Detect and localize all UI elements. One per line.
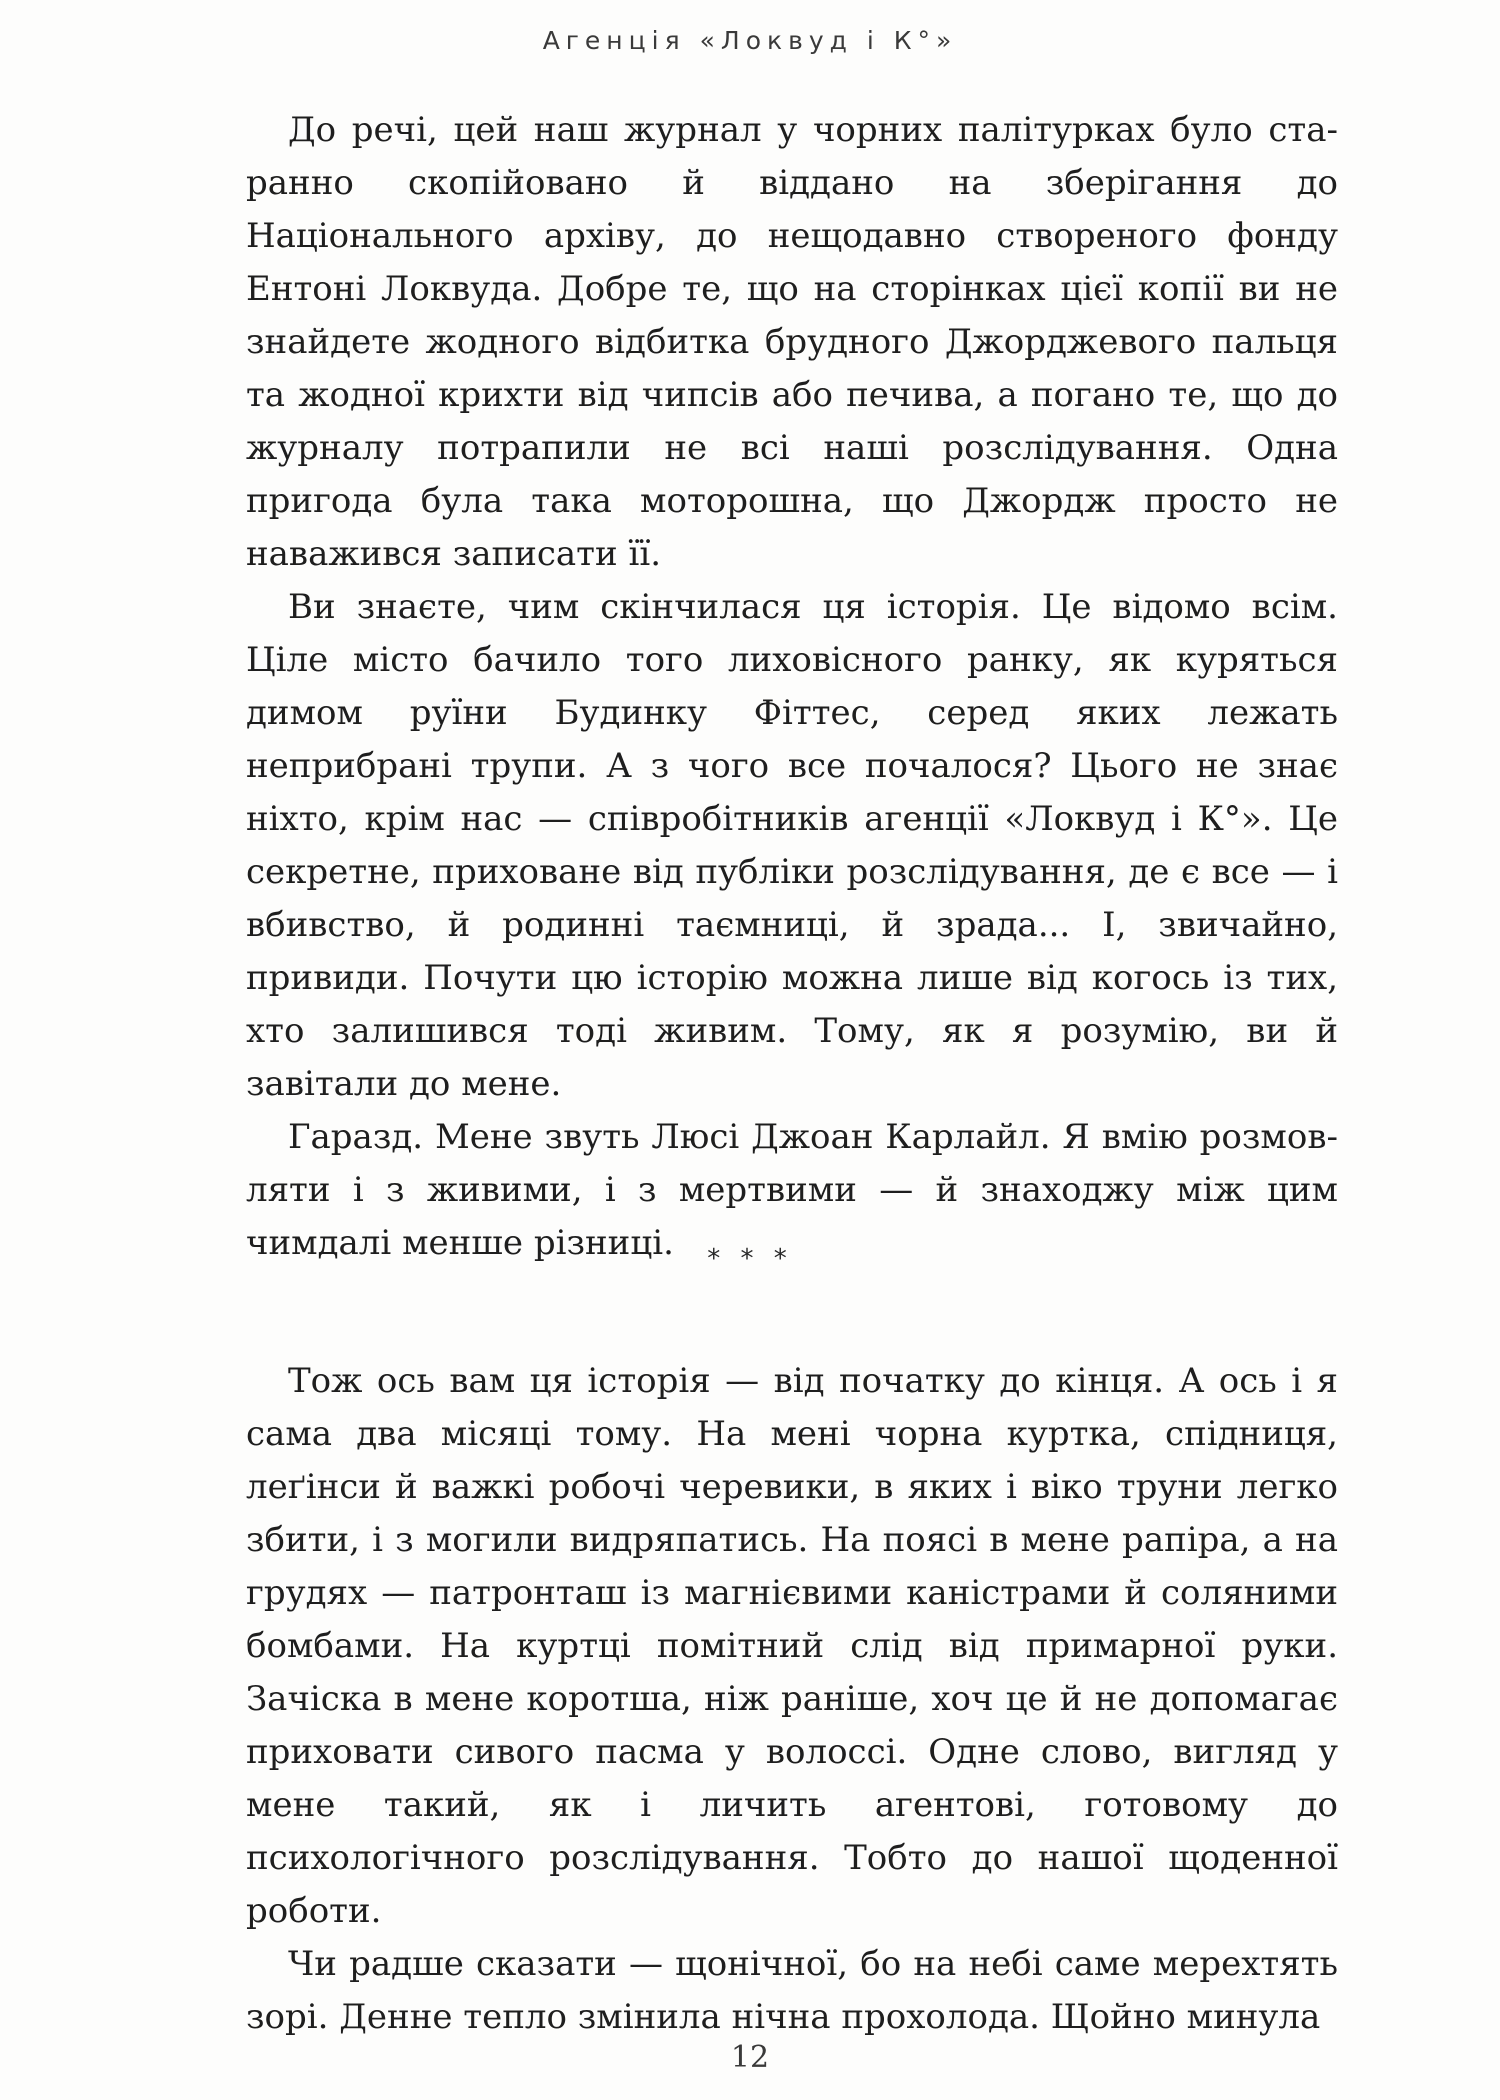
paragraph: Ви знаєте, чим скінчилася ця історія. Це відомо всім. Ціле місто бачило того лиховісного ранку, як куряться димом руїни Будинку Фіттес, серед яких лежать неприбрані трупи. А з чого все почалося? Цього не знає ніхто, крім нас — співробітників агенції «Локвуд і К°». Це секретне, приховане від публіки розслідування, де є все — і вбивство, й родинні таємниці, й зрада... І, звичайно, привиди. Почути цю історію можна лише від когось із тих, хто залишився тоді живим. Тому, як я розумію, ви й завітали до мене. — [246, 587, 1338, 1104]
page-number: 12 — [730, 2040, 770, 2075]
text-block-after-separator — [246, 1355, 1338, 2044]
paragraph: До речі, цей наш журнал у чорних палітурках було старанно скопійовано й віддано на зберігання до Національного архіву, до нещодавно створеного фонду Ентоні Локвуда. Добре те, що на сторінках цієї копії ви не знайдете жодного відбитка брудного Джорджевого пальця та жодної крихти від чипсів або печива, а погано те, що до журналу потрапили не всі наші розслідування. Одна пригода була така моторошна, що Джордж просто не наважився записати її. — [246, 110, 1338, 574]
section-separator: * * * — [707, 1244, 793, 1274]
paragraph: Тож ось вам ця історія — від початку до кінця. А ось і я сама два місяці тому. На мені чорна куртка, спідниця, леґінси й важкі робочі черевики, в яких і віко труни легко збити, і з могили видряпатись. На поясі в мене рапіра, а на грудях — патронташ із магнієвими каністрами й соляними бомбами. На куртці помітний слід від примарної руки. Зачіска в мене коротша, ніж раніше, хоч це й не допомагає приховати сивого пасма у волоссі. Одне слово, вигляд у мене такий, як і личить агентові, готовому до психологічного розслідування. Тобто до нашої щоденної роботи. — [246, 1361, 1338, 1931]
paragraph: Гаразд. Мене звуть Люсі Джоан Карлайл. Я вмію розмовляти і з живими, і з мертвими — й знаходжу між цим чимдалі менше різниці. — [246, 1117, 1338, 1263]
paragraph: Чи радше сказати — щонічної, бо на небі саме мерехтять зорі. Денне тепло змінила нічна прохолода. Щойно минула — [246, 1944, 1338, 2037]
running-header: Агенція «Локвуд і К°» — [542, 26, 958, 55]
text-block-before-separator — [246, 104, 1338, 1270]
